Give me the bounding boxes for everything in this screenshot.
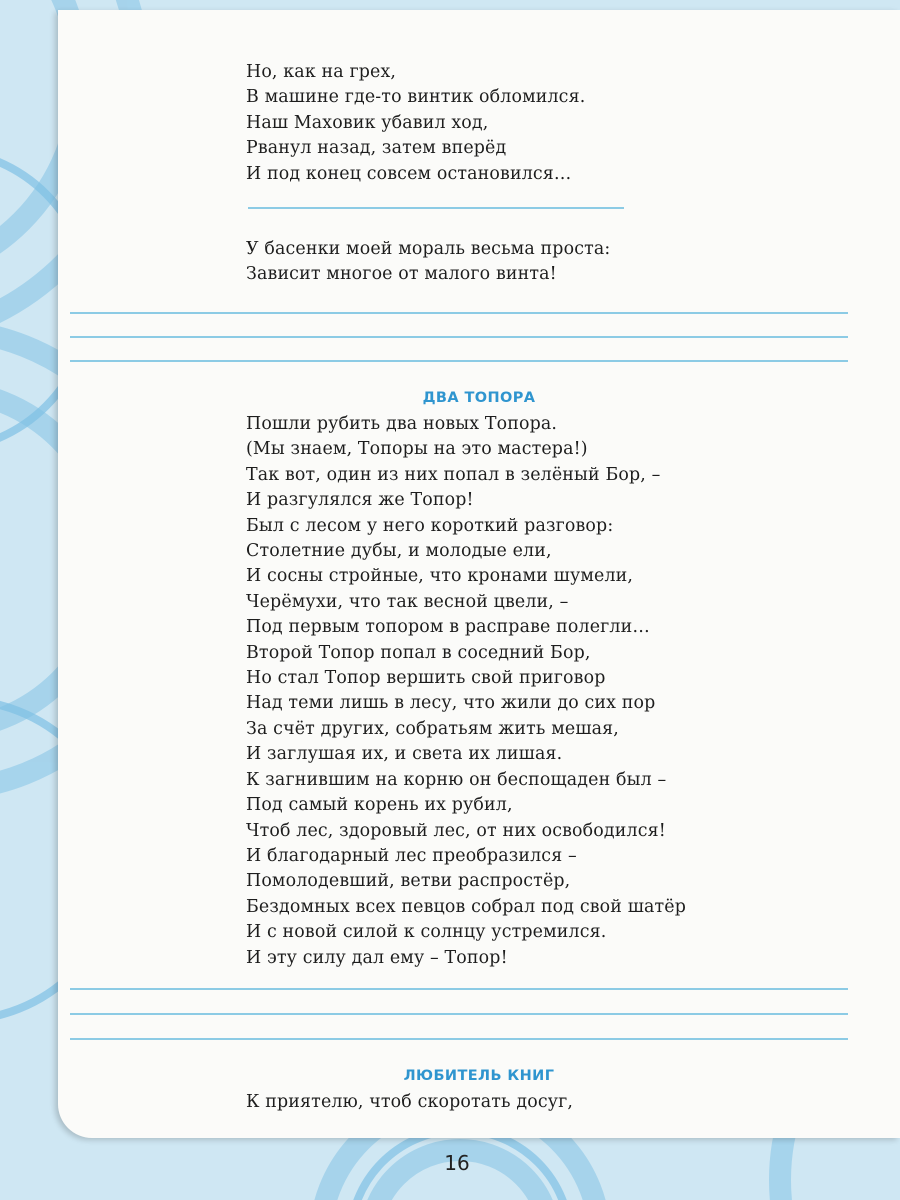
page-sheet (58, 10, 900, 1138)
poem-line: И под конец совсем остановился… (246, 163, 572, 184)
page-number: 16 (444, 1151, 470, 1175)
poem-line: В машине где-то винтик обломился. (246, 87, 586, 108)
poem-line: Черёмухи, что так весной цвели, – (246, 591, 569, 612)
poem-line: Но стал Топор вершить свой приговор (246, 668, 606, 689)
poem-book-lover (246, 1090, 886, 1115)
poem-moral-stanza (246, 237, 886, 288)
poem-line: Так вот, один из них попал в зелёный Бор, – (246, 464, 661, 485)
poem-line: Под самый корень их рубил, (246, 795, 513, 816)
poem-line: И разгулялся же Топор! (246, 490, 474, 511)
poem-line: Был с лесом у него короткий разговор: (246, 515, 614, 536)
poem-line: Над теми лишь в лесу, что жили до сих пор (246, 693, 656, 714)
poem-line: Зависит многое от малого винта! (246, 264, 557, 285)
poem-line: Рванул назад, затем вперёд (246, 138, 507, 159)
poem-line: Столетние дубы, и молодые ели, (246, 541, 552, 562)
poem-line: К загнившим на корню он беспощаден был – (246, 769, 667, 790)
poem-line: Помолодевший, ветви распростёр, (246, 871, 571, 892)
poem-line: Под первым топором в расправе полегли… (246, 617, 650, 638)
poem-line: И сосны стройные, что кронами шумели, (246, 566, 634, 587)
poem-line: И с новой силой к солнцу устремился. (246, 922, 607, 943)
poem-line: (Мы знаем, Топоры на это мастера!) (246, 439, 588, 460)
poem-line: И благодарный лес преобразился – (246, 845, 577, 866)
poem-line: Пошли рубить два новых Топора. (246, 414, 558, 434)
poem-fragment-stanza (246, 60, 886, 187)
poem-title: ЛЮБИТЕЛЬ КНИГ (403, 1068, 555, 1084)
poem-two-axes (246, 412, 886, 971)
poem-line: Бездомных всех певцов собрал под свой шатёр (246, 896, 687, 917)
poem-line: Но, как на грех, (246, 62, 397, 82)
poem-line: И заглушая их, и света их лишая. (246, 744, 563, 765)
poem-line: Второй Топор попал в соседний Бор, (246, 642, 591, 663)
poem-line: И эту силу дал ему – Топор! (246, 947, 508, 968)
poem-line: У басенки моей мораль весьма проста: (246, 239, 611, 259)
poem-line: Чтоб лес, здоровый лес, от них освободился! (246, 820, 666, 841)
poem-line: Наш Маховик убавил ход, (246, 112, 489, 133)
poem-title: ДВА ТОПОРА (422, 390, 536, 406)
poem-line: К приятелю, чтоб скоротать досуг, (246, 1092, 574, 1112)
poem-line: За счёт других, собратьям жить мешая, (246, 718, 619, 739)
